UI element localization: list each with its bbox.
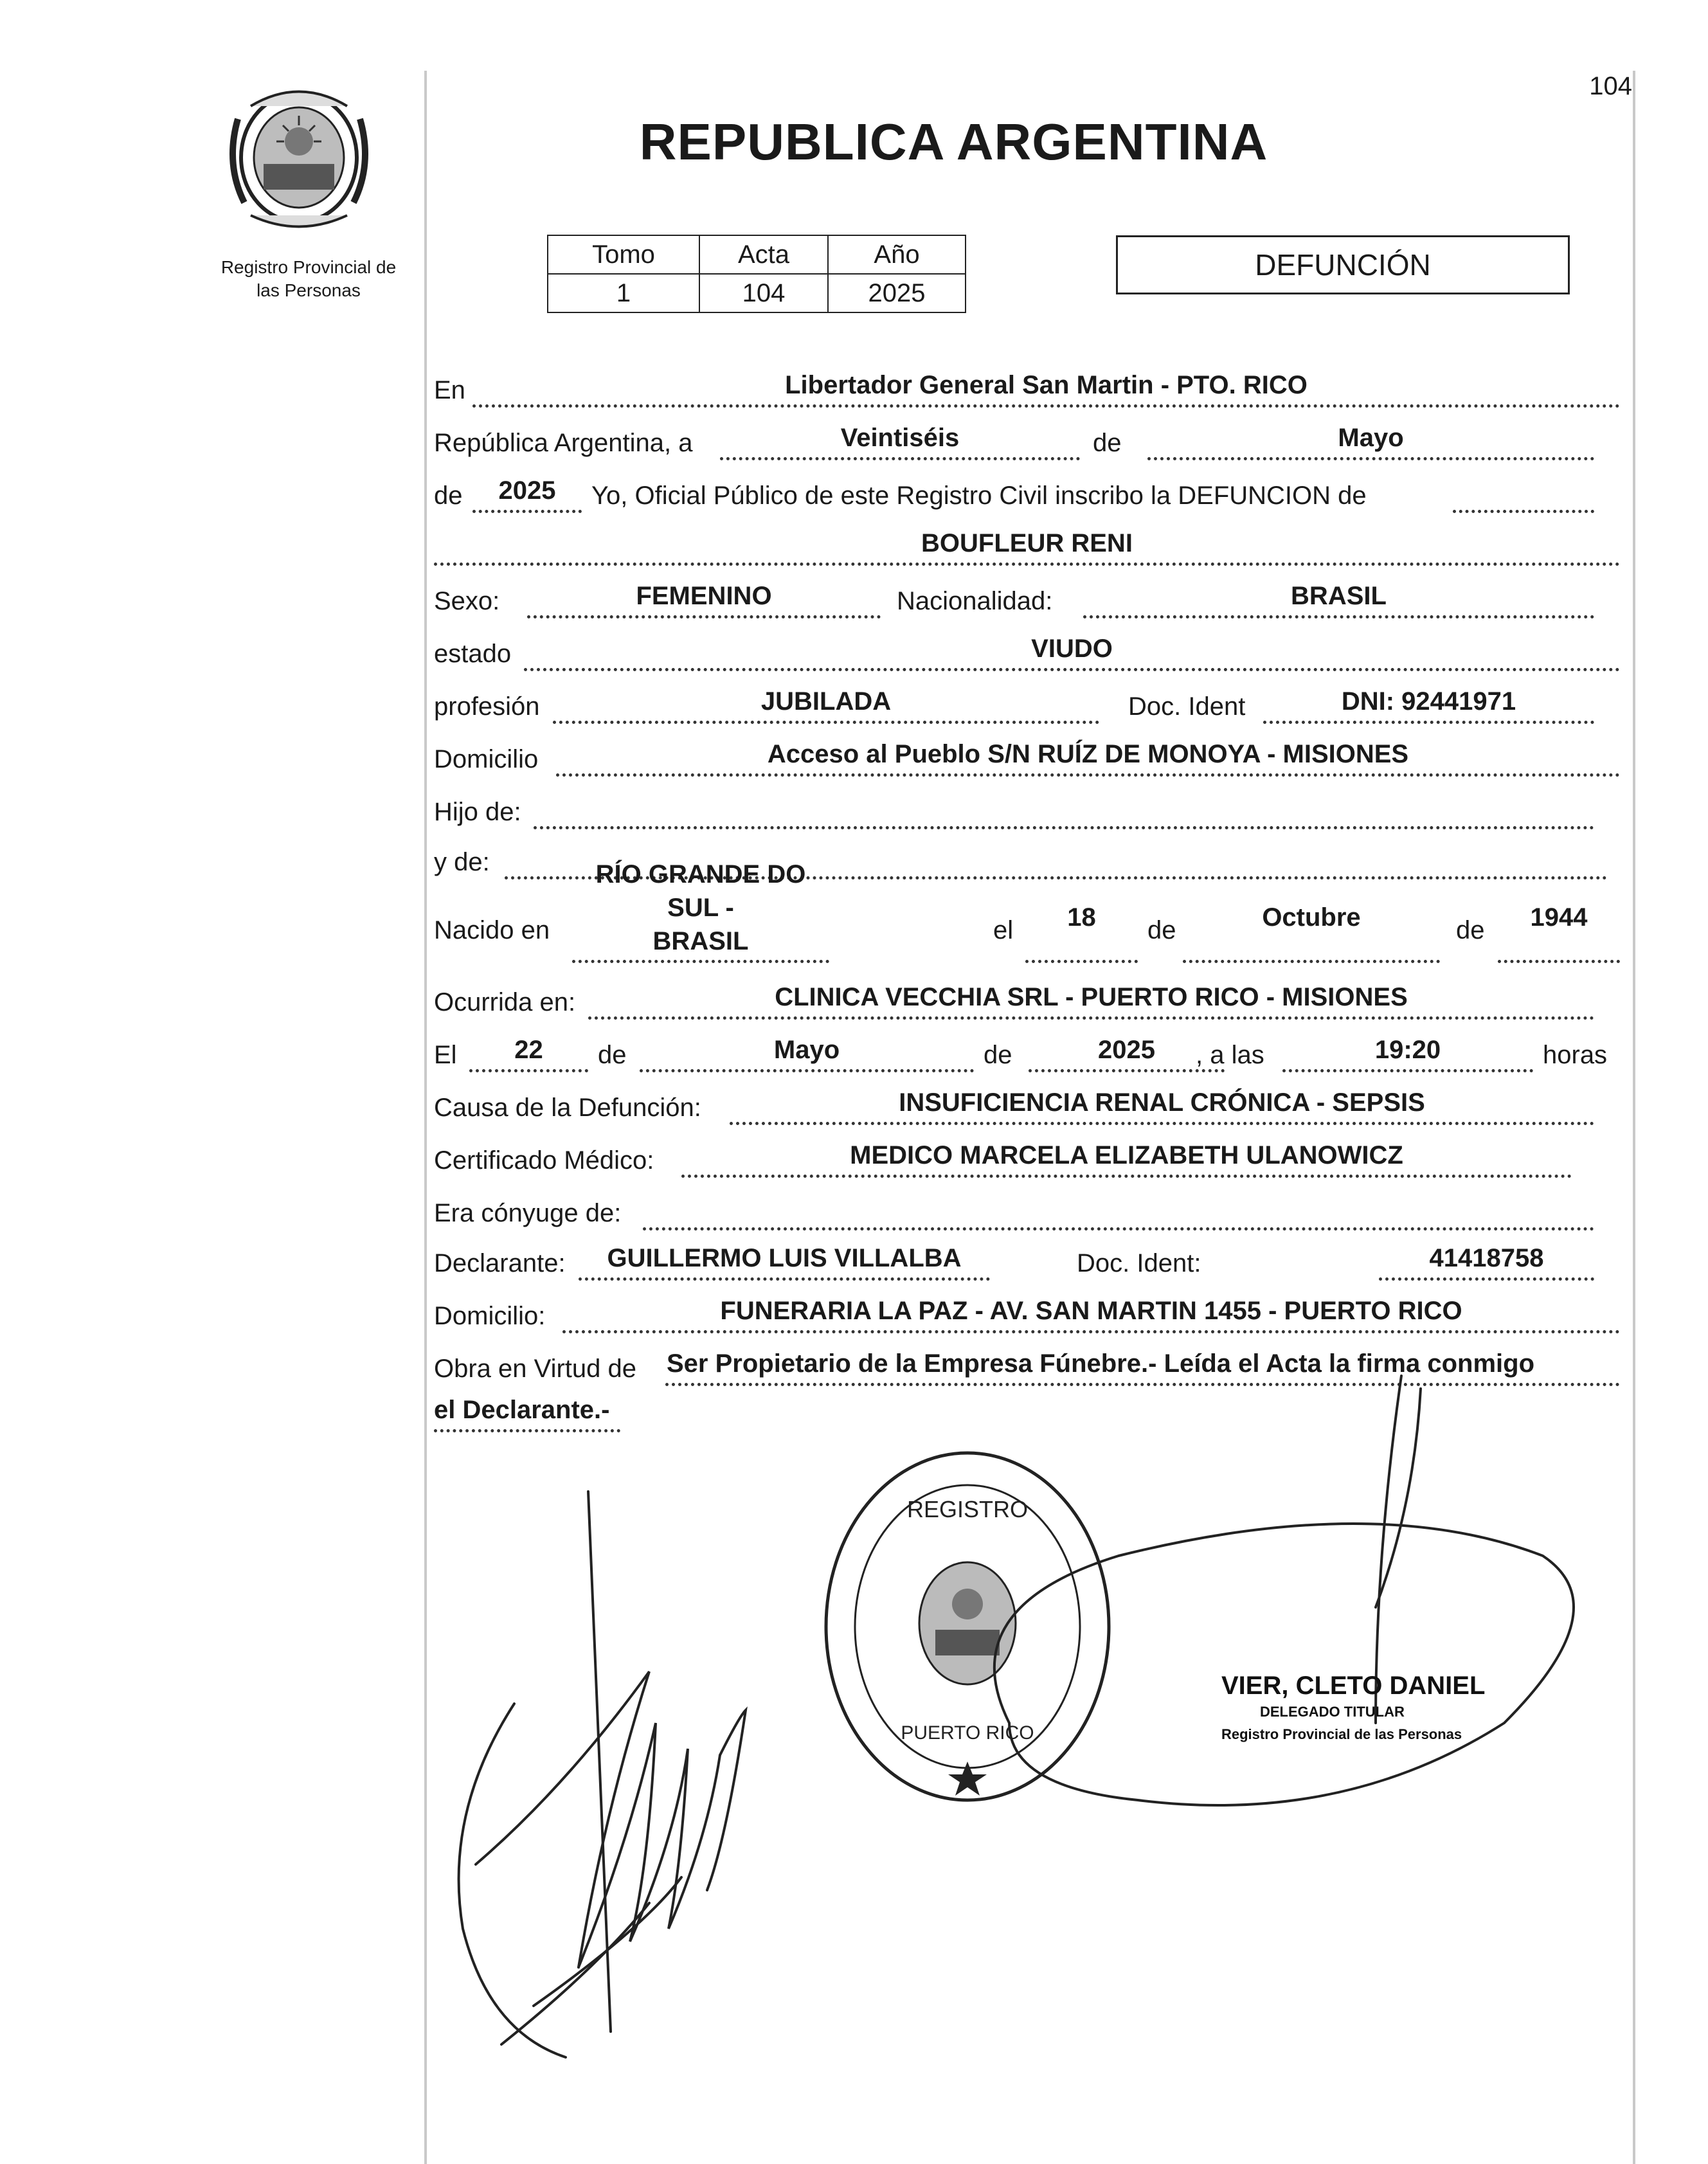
birth-de-label-2: de <box>1456 916 1485 944</box>
day-line <box>720 457 1080 460</box>
birth-year-value: 1944 <box>1530 903 1588 932</box>
en-label: En <box>434 376 465 404</box>
domicilio2-label: Domicilio: <box>434 1302 546 1330</box>
row-death-date <box>434 1029 1620 1074</box>
estado-value: VIUDO <box>1031 635 1113 663</box>
domicilio-value: Acceso al Pueblo S/N RUÍZ DE MONOYA - MISIONES <box>767 740 1409 768</box>
death-day-value: 22 <box>514 1036 543 1064</box>
row-certificate <box>434 1134 1620 1179</box>
profesion-label: profesión <box>434 692 540 721</box>
nacionalidad-value: BRASIL <box>1291 582 1387 610</box>
estado-label: estado <box>434 640 512 668</box>
row-place <box>434 364 1620 409</box>
row-date <box>434 417 1620 462</box>
el-label: el <box>993 916 1014 944</box>
deceased-name-line <box>434 563 1620 566</box>
profesion-line <box>553 721 1099 724</box>
oficial-text: Yo, Oficial Público de este Registro Civil inscribo la DEFUNCION de <box>591 482 1367 510</box>
domicilio-line <box>556 773 1620 777</box>
obra-value-line1: Ser Propietario de la Empresa Fúnebre.- Leída el Acta la firma conmigo <box>667 1349 1535 1378</box>
doc-ident-line <box>1263 721 1594 724</box>
death-month-line <box>640 1069 974 1072</box>
year-value: 2025 <box>498 476 556 505</box>
obra-label: Obra en Virtud de <box>434 1355 637 1383</box>
row-address <box>434 733 1620 778</box>
horas-label: horas <box>1543 1041 1608 1069</box>
hijo-de-label: Hijo de: <box>434 798 521 826</box>
row-declarant-address <box>434 1290 1620 1335</box>
row-profession <box>434 680 1620 725</box>
row-cause <box>434 1081 1620 1126</box>
de-year-label: de <box>434 482 463 510</box>
nacionalidad-line <box>1083 615 1594 618</box>
death-month-value: Mayo <box>773 1036 840 1064</box>
registry-label <box>193 256 424 302</box>
death-time-line <box>1282 1069 1533 1072</box>
certificado-label: Certificado Médico: <box>434 1146 654 1175</box>
row-son-of <box>434 786 1620 831</box>
certificado-value: MEDICO MARCELA ELIZABETH ULANOWICZ <box>850 1141 1403 1169</box>
tomo-value: 1 <box>548 274 699 312</box>
doc-ident-label: Doc. Ident <box>1128 692 1246 721</box>
month-line <box>1147 457 1594 460</box>
profesion-value: JUBILADA <box>760 687 892 716</box>
declarante-line <box>579 1277 990 1281</box>
declarante-doc-label: Doc. Ident: <box>1077 1249 1201 1277</box>
declarante-label: Declarante: <box>434 1249 566 1277</box>
obra-line-2 <box>434 1429 620 1432</box>
row-year <box>434 469 1620 514</box>
a-las-label: , a las <box>1196 1041 1264 1069</box>
acta-value: 104 <box>699 274 828 312</box>
ocurrida-value: CLINICA VECCHIA SRL - PUERTO RICO - MISIONES <box>775 983 1408 1011</box>
birth-de-label-1: de <box>1147 916 1176 944</box>
death-de-label-1: de <box>598 1041 627 1069</box>
oficial-tail-line <box>1453 510 1594 513</box>
death-time-value: 19:20 <box>1374 1036 1441 1064</box>
nacionalidad-label: Nacionalidad: <box>897 587 1053 615</box>
page-number: 104 <box>1589 72 1632 100</box>
birth-month-line <box>1183 960 1440 963</box>
causa-value: INSUFICIENCIA RENAL CRÓNICA - SEPSIS <box>899 1088 1425 1117</box>
svg-text:Registro Provincial de las Per: Registro Provincial de las Personas <box>1221 1726 1462 1742</box>
y-de-label: y de: <box>434 848 490 876</box>
birth-day-line <box>1025 960 1138 963</box>
domicilio2-line <box>562 1330 1620 1333</box>
birthplace-line1: RÍO GRANDE DO SUL - <box>595 860 806 922</box>
document-title: REPUBLICA ARGENTINA <box>639 113 1268 170</box>
birth-year-line <box>1498 960 1620 963</box>
sexo-label: Sexo: <box>434 587 500 615</box>
conyuge-line <box>643 1227 1594 1231</box>
causa-label: Causa de la Defunción: <box>434 1094 701 1122</box>
birth-day-value: 18 <box>1067 903 1096 932</box>
estado-line <box>524 668 1620 671</box>
left-margin-rule <box>424 71 427 2164</box>
causa-line <box>730 1122 1594 1125</box>
death-de-label-2: de <box>984 1041 1012 1069</box>
de-label: de <box>1093 429 1122 457</box>
birthplace-line <box>572 960 829 963</box>
domicilio-label: Domicilio <box>434 745 539 773</box>
deceased-name-value: BOUFLEUR RENI <box>921 529 1133 557</box>
svg-text:VIER, CLETO DANIEL: VIER, CLETO DANIEL <box>1221 1672 1486 1700</box>
day-words-value: Veintiséis <box>840 424 960 452</box>
certificado-line <box>681 1175 1572 1178</box>
svg-text:DELEGADO TITULAR: DELEGADO TITULAR <box>1260 1704 1405 1720</box>
record-table <box>547 235 966 313</box>
right-margin-rule <box>1633 71 1635 2164</box>
record-type-box: DEFUNCIÓN <box>1116 235 1570 294</box>
declarante-value: GUILLERMO LUIS VILLALBA <box>607 1244 962 1272</box>
row-deceased-name <box>434 522 1620 567</box>
doc-ident-value: DNI: 92441971 <box>1341 687 1516 716</box>
svg-text:REGISTRO: REGISTRO <box>906 1496 1029 1522</box>
declarante-doc-line <box>1379 1277 1594 1281</box>
row-declarant <box>434 1237 1620 1282</box>
declarante-doc-value: 41418758 <box>1429 1244 1544 1272</box>
registry-label-line2: las Personas <box>256 280 361 300</box>
year-line <box>472 510 582 513</box>
hijo-de-line <box>534 826 1594 829</box>
anio-header: Año <box>828 235 966 274</box>
svg-text:PUERTO RICO: PUERTO RICO <box>901 1722 1034 1744</box>
row-civil-status <box>434 627 1620 672</box>
place-value: Libertador General San Martin - PTO. RICO <box>785 371 1308 399</box>
death-year-value: 2025 <box>1098 1036 1155 1064</box>
birthplace-line2: BRASIL <box>652 927 749 955</box>
obra-value-line2: el Declarante.- <box>434 1396 610 1424</box>
republica-label: República Argentina, a <box>434 429 693 457</box>
birth-month-value: Octubre <box>1262 903 1361 932</box>
row-occurred <box>434 976 1620 1021</box>
ocurrida-label: Ocurrida en: <box>434 988 576 1016</box>
anio-value: 2025 <box>828 274 966 312</box>
ocurrida-line <box>588 1016 1594 1020</box>
signature-officer <box>926 1363 1594 1852</box>
El-label: El <box>434 1041 457 1069</box>
registry-label-line1: Registro Provincial de <box>220 257 397 277</box>
birthplace-value <box>572 858 829 958</box>
death-day-line <box>469 1069 588 1072</box>
acta-header: Acta <box>699 235 828 274</box>
domicilio2-value: FUNERARIA LA PAZ - AV. SAN MARTIN 1455 - PUERTO RICO <box>720 1297 1462 1325</box>
month-value: Mayo <box>1338 424 1404 452</box>
nacido-label: Nacido en <box>434 916 550 944</box>
conyuge-label: Era cónyuge de: <box>434 1199 622 1227</box>
tomo-header: Tomo <box>548 235 699 274</box>
row-sex-nationality <box>434 575 1620 620</box>
row-spouse <box>434 1187 1620 1232</box>
sexo-line <box>527 615 881 618</box>
sexo-value: FEMENINO <box>636 582 772 610</box>
place-line <box>472 404 1620 408</box>
